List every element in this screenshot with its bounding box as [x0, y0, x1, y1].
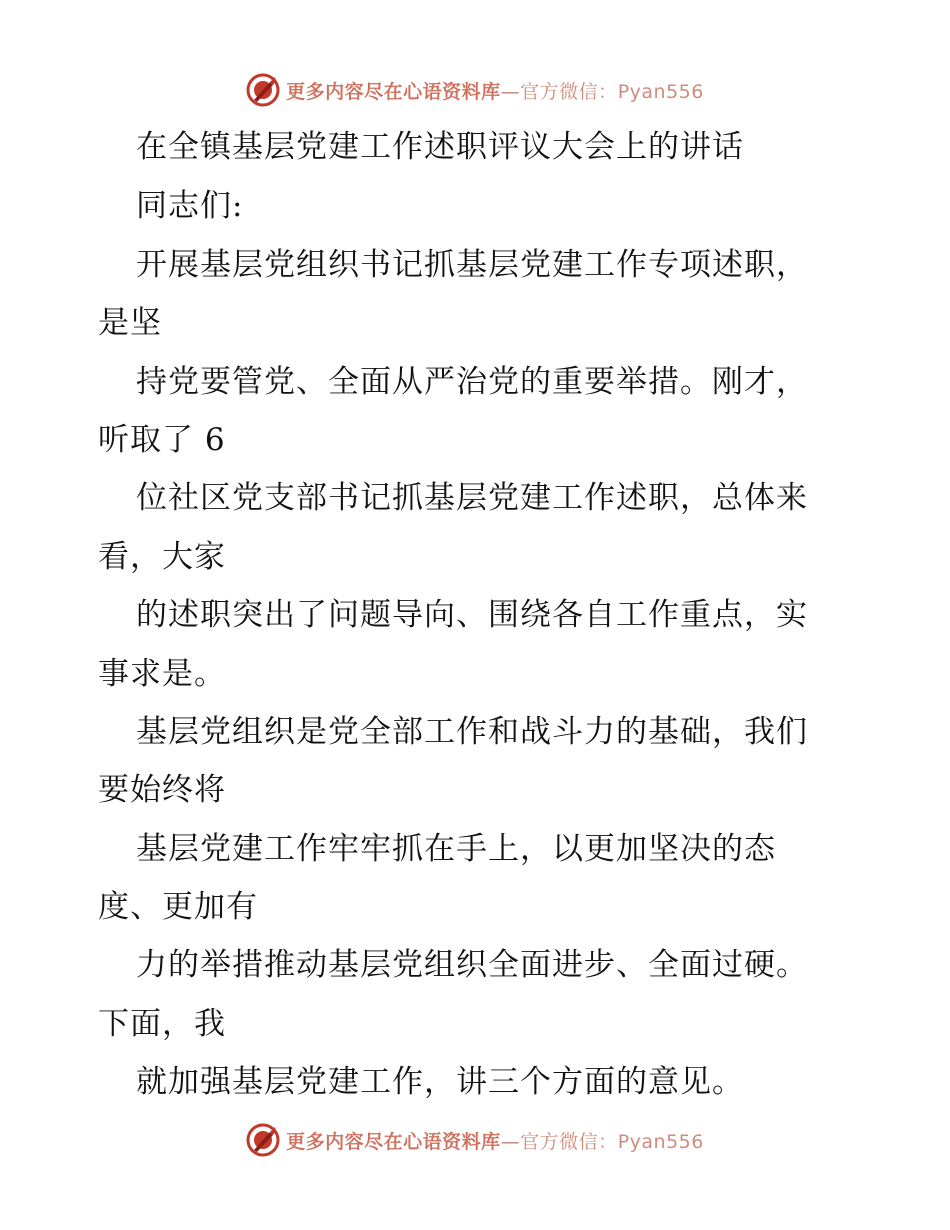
- salutation: 同志们:: [136, 188, 244, 224]
- watermark-brand: 更多内容尽在心语资料库: [286, 1130, 501, 1153]
- body-line: 事求是。: [98, 656, 226, 692]
- header-watermark: [0, 70, 950, 110]
- watermark-separator: —: [500, 1130, 521, 1153]
- quill-pen-logo-icon: [246, 1123, 280, 1157]
- body-line: 的述职突出了问题导向、围绕各自工作重点，实: [136, 597, 808, 633]
- body-line: 度、更加有: [98, 889, 258, 925]
- watermark-separator: —: [500, 80, 521, 103]
- body-line: 基层党组织是党全部工作和战斗力的基础，我们: [136, 714, 808, 750]
- body-line: 是坚: [98, 305, 162, 341]
- body-line: 下面，我: [98, 1006, 226, 1042]
- body-line: 开展基层党组织书记抓基层党建工作专项述职，: [136, 247, 808, 283]
- body-line: 基层党建工作牢牢抓在手上，以更加坚决的态: [136, 831, 776, 867]
- footer-watermark: [0, 1120, 950, 1160]
- body-line: 位社区党支部书记抓基层党建工作述职，总体来: [136, 480, 808, 516]
- watermark-wechat-label: 官方微信：: [520, 1130, 618, 1153]
- quill-pen-logo-icon: [246, 73, 280, 107]
- body-line: 看，大家: [98, 539, 226, 575]
- body-line: 听取了 6: [98, 422, 226, 458]
- body-line: 持党要管党、全面从严治党的重要举措。刚才，: [136, 364, 808, 400]
- body-line: 要始终将: [98, 772, 226, 808]
- watermark-brand: 更多内容尽在心语资料库: [286, 80, 501, 103]
- watermark-text: [286, 1127, 704, 1154]
- document-title: 在全镇基层党建工作述职评议大会上的讲话: [136, 129, 744, 165]
- watermark-wechat-id: Pyan556: [617, 1130, 704, 1153]
- watermark-wechat-label: 官方微信：: [520, 80, 618, 103]
- body-line: 就加强基层党建工作，讲三个方面的意见。: [136, 1064, 744, 1100]
- body-line: 力的举措推动基层党组织全面进步、全面过硬。: [136, 947, 808, 983]
- watermark-text: [286, 77, 704, 104]
- watermark-wechat-id: Pyan556: [617, 80, 704, 103]
